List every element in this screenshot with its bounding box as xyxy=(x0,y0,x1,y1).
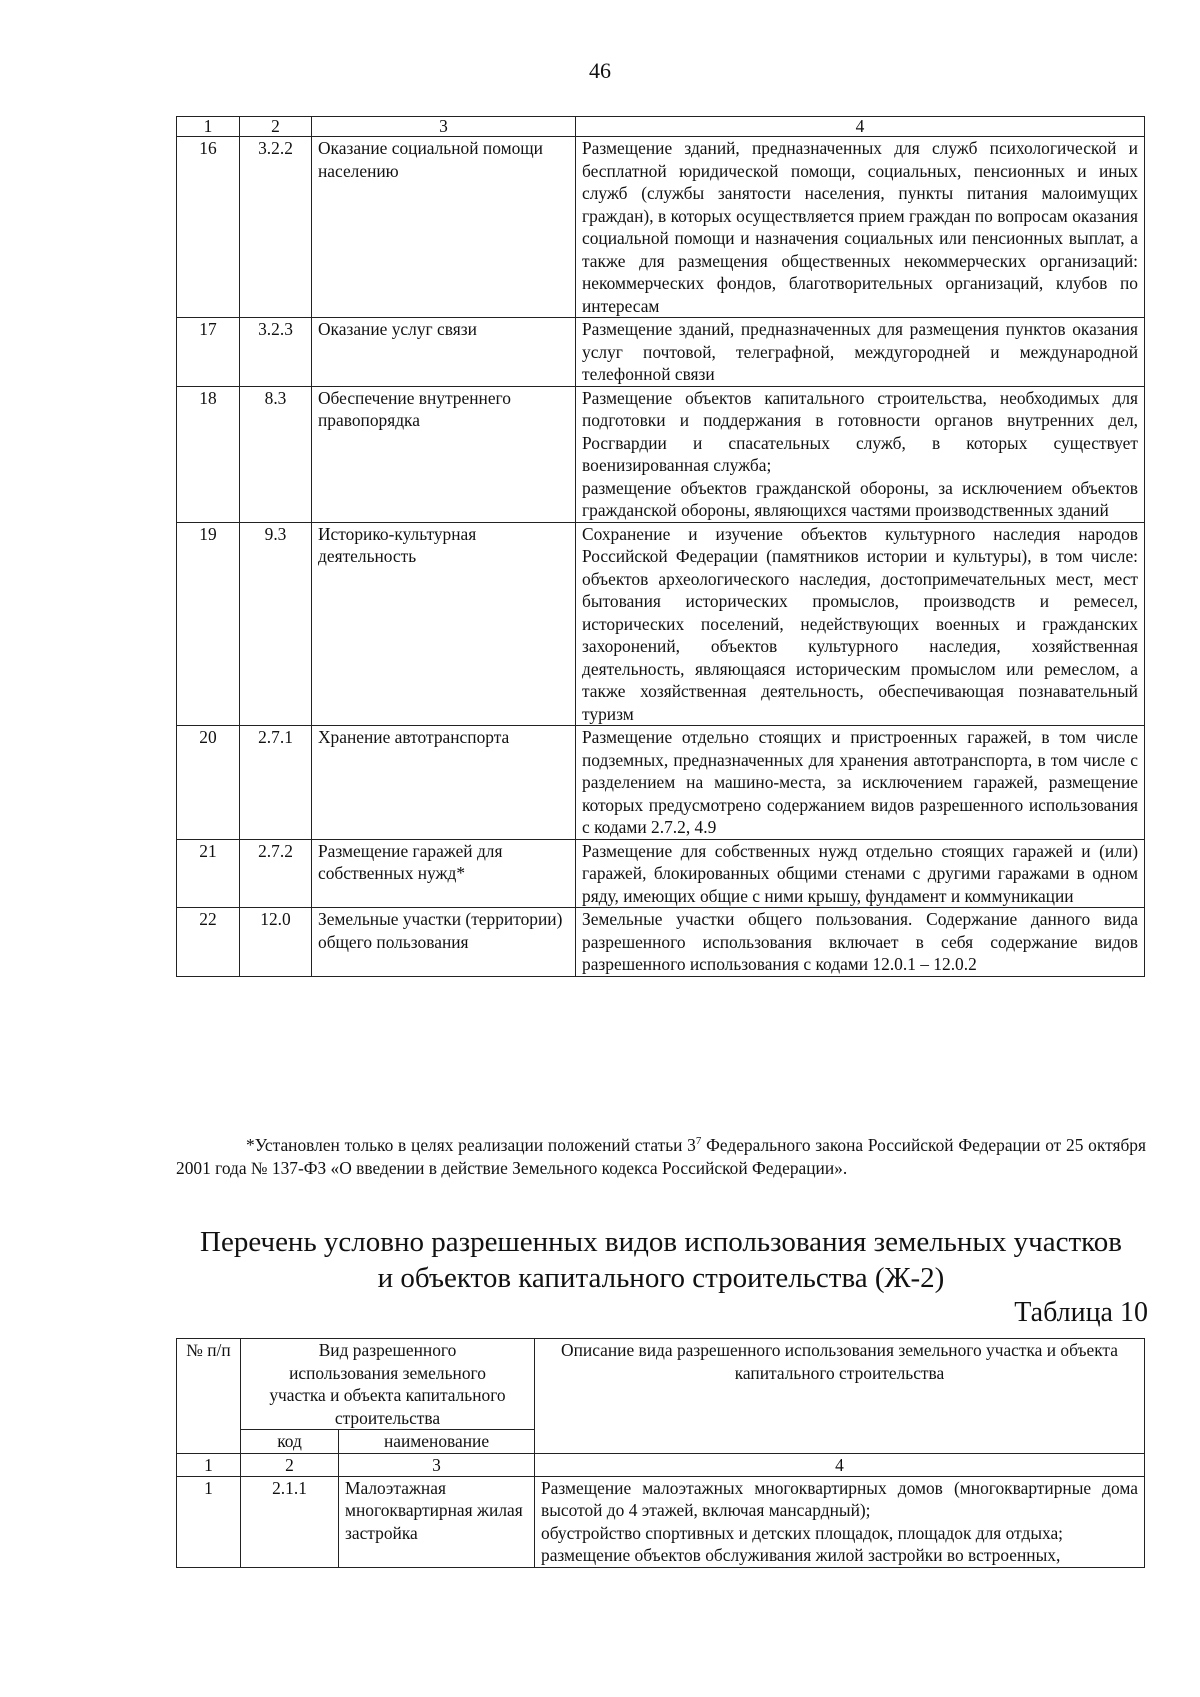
header-code: код xyxy=(241,1430,339,1454)
table-label: Таблица 10 xyxy=(1014,1297,1148,1328)
description-paragraph: размещение объектов гражданской обороны, за исключением объектов гражданской обороны, являющихся частями производственных зданий xyxy=(582,477,1138,520)
column-number: 3 xyxy=(312,117,576,137)
description-paragraph: Размещение малоэтажных многоквартирных домов (многоквартирные дома высотой до 4 этажей, включая мансардный); xyxy=(541,1477,1138,1520)
use-code: 3.2.2 xyxy=(240,137,312,318)
use-name: Земельные участки (территории) общего пользования xyxy=(312,908,576,977)
page-number: 46 xyxy=(589,58,611,83)
row-number: 22 xyxy=(177,908,240,977)
row-number: 20 xyxy=(177,726,240,840)
table-row xyxy=(177,386,1145,522)
use-description: Сохранение и изучение объектов культурного наследия народов Российской Федерации (памятников истории и культуры), в том числе: объектов археологического наследия, достопримечательных мест, мест бытования исторических промыслов, производств и ремесел, исторических поселений, недействующих военных и гражданских захоронений, объектов культурного наследия, хозяйственная деятельность, являющаяся историческим промыслом или ремеслом, а также хозяйственная деятельность, обеспечивающая познавательный туризм xyxy=(576,522,1145,726)
permitted-use-table-continuation xyxy=(176,116,1145,977)
column-number: 4 xyxy=(535,1453,1145,1476)
use-name: Размещение гаражей для собственных нужд* xyxy=(312,839,576,908)
heading-line-1: Перечень условно разрешенных видов использования земельных участков xyxy=(200,1226,1122,1258)
row-number: 18 xyxy=(177,386,240,522)
column-number: 2 xyxy=(240,117,312,137)
footnote-superscript: 7 xyxy=(695,1135,702,1148)
footnote-text-continued: Федерального закона Российской Федерации от 25 октября 2001 года № 137-ФЗ «О введении в действие Земельного кодекса Российской Федерации». xyxy=(176,1135,1146,1178)
use-code: 2.7.1 xyxy=(240,726,312,840)
column-number: 1 xyxy=(177,1453,241,1476)
header-name: наименование xyxy=(339,1430,535,1454)
table-row xyxy=(177,318,1145,387)
footnote xyxy=(176,1134,1146,1179)
use-code: 2.1.1 xyxy=(241,1476,339,1567)
table-row xyxy=(177,522,1145,726)
use-description: Размещение зданий, предназначенных для служб психологической и бесплатной юридической помощи, социальных, пенсионных и иных служб (службы занятости населения, пункты питания малоимущих граждан), в которых осуществляется прием граждан по вопросам оказания социальной помощи и назначения социальных или пенсионных выплат, а также для размещения общественных некоммерческих организаций: некоммерческих фондов, благотворительных организаций, клубов по интересам xyxy=(576,137,1145,318)
column-number: 2 xyxy=(241,1453,339,1476)
table-row xyxy=(177,1476,1145,1567)
use-code: 12.0 xyxy=(240,908,312,977)
row-number: 1 xyxy=(177,1476,241,1567)
use-code: 8.3 xyxy=(240,386,312,522)
row-number: 17 xyxy=(177,318,240,387)
column-number: 3 xyxy=(339,1453,535,1476)
header-use-type: Вид разрешенного использования земельного участка и объекта капитального строительства xyxy=(241,1339,535,1430)
header-description: Описание вида разрешенного использования земельного участка и объекта капитального строительства xyxy=(535,1339,1145,1454)
section-heading xyxy=(176,1224,1146,1296)
table-header-row xyxy=(177,1339,1145,1430)
use-name: Оказание социальной помощи населению xyxy=(312,137,576,318)
use-name: Хранение автотранспорта xyxy=(312,726,576,840)
table-header-row xyxy=(177,117,1145,137)
use-description xyxy=(535,1476,1145,1567)
use-description: Размещение для собственных нужд отдельно стоящих гаражей и (или) гаражей, блокированных общими стенами с другими гаражами в одном ряду, имеющих общие с ними крышу, фундамент и коммуникации xyxy=(576,839,1145,908)
description-paragraph: размещение объектов обслуживания жилой застройки во встроенных, xyxy=(541,1545,1061,1565)
heading-line-2: и объектов капитального строительства (Ж-2) xyxy=(377,1262,945,1294)
table-row xyxy=(177,839,1145,908)
table-row xyxy=(177,908,1145,977)
table-row xyxy=(177,137,1145,318)
table-numbering-row xyxy=(177,1453,1145,1476)
use-description xyxy=(576,386,1145,522)
row-number: 21 xyxy=(177,839,240,908)
use-description: Земельные участки общего пользования. Содержание данного вида разрешенного использования включает в себя содержание видов разрешенного использования с кодами 12.0.1 – 12.0.2 xyxy=(576,908,1145,977)
row-number: 16 xyxy=(177,137,240,318)
use-code: 9.3 xyxy=(240,522,312,726)
use-name: Оказание услуг связи xyxy=(312,318,576,387)
conditional-use-table xyxy=(176,1338,1145,1568)
description-paragraph: Размещение объектов капитального строительства, необходимых для подготовки и поддержания в готовности органов внутренних дел, Росгвардии и спасательных служб, в которых существует военизированная служба; xyxy=(582,387,1138,475)
use-name: Малоэтажная многоквартирная жилая застройка xyxy=(339,1476,535,1567)
table-row xyxy=(177,726,1145,840)
use-description: Размещение зданий, предназначенных для размещения пунктов оказания услуг почтовой, телеграфной, междугородней и международной телефонной связи xyxy=(576,318,1145,387)
description-paragraph: обустройство спортивных и детских площадок, площадок для отдыха; xyxy=(541,1522,1064,1543)
footnote-text: *Установлен только в целях реализации положений статьи 3 xyxy=(246,1135,696,1155)
use-code: 2.7.2 xyxy=(240,839,312,908)
use-name: Историко-культурная деятельность xyxy=(312,522,576,726)
use-name: Обеспечение внутреннего правопорядка xyxy=(312,386,576,522)
row-number: 19 xyxy=(177,522,240,726)
use-description: Размещение отдельно стоящих и пристроенных гаражей, в том числе подземных, предназначенных для хранения автотранспорта, в том числе с разделением на машино-места, за исключением гаражей, размещение которых предусмотрено содержанием видов разрешенного использования с кодами 2.7.2, 4.9 xyxy=(576,726,1145,840)
column-number: 4 xyxy=(576,117,1145,137)
column-number: 1 xyxy=(177,117,240,137)
use-code: 3.2.3 xyxy=(240,318,312,387)
header-number: № п/п xyxy=(177,1339,241,1454)
